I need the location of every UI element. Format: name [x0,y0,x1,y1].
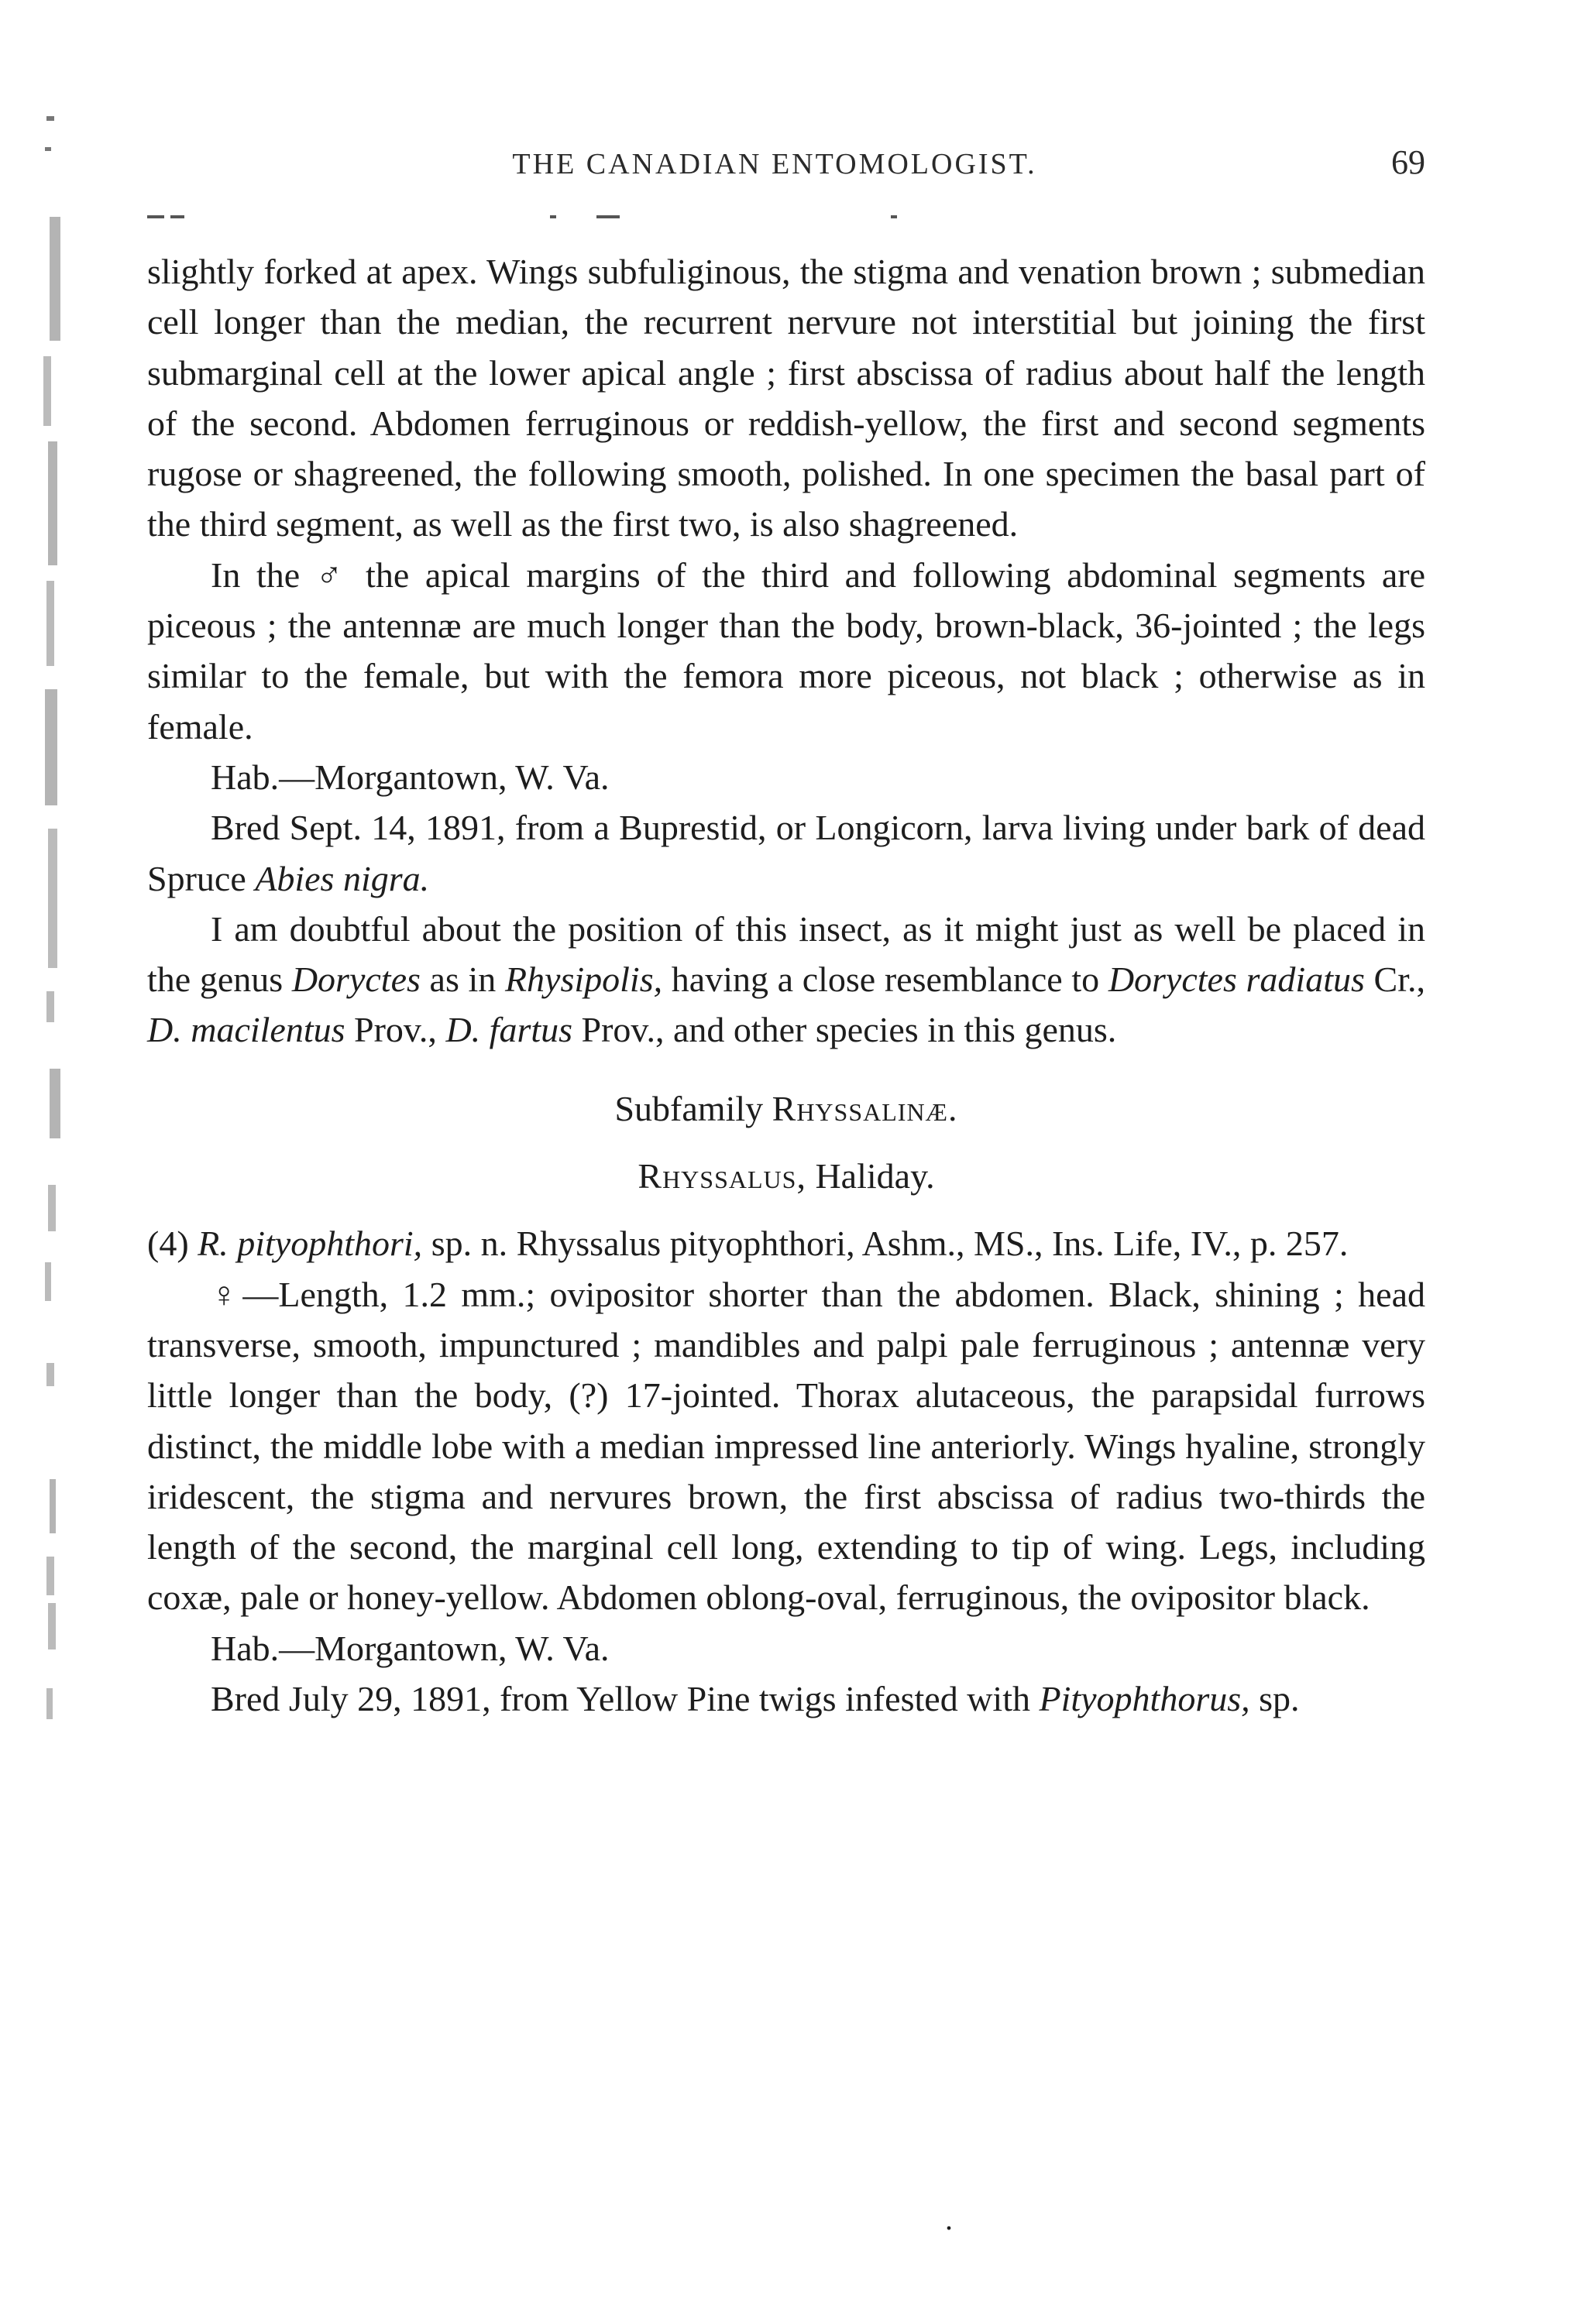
genus-author: Haliday. [806,1156,935,1196]
bred-note [147,1673,1425,1724]
stray-mark: . [945,2202,953,2236]
habitat-line: Hab.—Morgantown, W. Va. [211,1628,610,1668]
bred-note-text: Bred Sept. 14, 1891, from a Buprestid, or Longicorn, larva living under bark of dead Spruce [147,808,1425,898]
article-body [147,246,1425,1724]
host-genus-name: Pityophthorus, [1039,1679,1250,1719]
remarks-text: having a close resemblance to [662,959,1108,1000]
bred-note [147,802,1425,904]
remarks-text: I am doubtful about the position of this insect, as it might just as well be placed in the genus [147,908,1425,1000]
paragraph-description-continued: slightly forked at apex. Wings subfuliginous, the stigma and venation brown ; submedian cell longer than the median, the recurrent nervure not interstitial but joining the first submarginal cell at the lower apical angle ; first abscissa of radius about half the length of the second. Abdomen ferruginous or reddish-yellow, the first and second segments rugose or shagreened, the following smooth, polished. In one specimen the basal part of the third segment, as well as the first two, is also shagreened. [147,252,1425,544]
remarks-text: Prov., and other species in this genus. [572,1010,1117,1050]
scan-rule-artifact [147,215,922,223]
genus-name: Doryctes [291,959,421,1000]
remarks-paragraph [147,904,1425,1056]
habitat-line: Hab.—Morgantown, W. Va. [211,757,610,797]
species-entry [147,1218,1425,1268]
subfamily-label: Subfamily [614,1088,772,1128]
page-number: 69 [1391,143,1425,181]
remarks-text: as in [420,959,505,1000]
species-name: R. pityophthori, [198,1224,423,1264]
journal-title: THE CANADIAN ENTOMOLOGIST. [512,148,1037,180]
paragraph-male-description: In the ♂ the apical margins of the third and following abdominal segments are piceous ; the antennæ are much longer than the body, brown-black, 36-jointed ; the legs similar to the female, but with the femora more piceous, not black ; otherwise as in female. [147,554,1425,747]
genus-heading [147,1151,1425,1201]
species-name: D. fartus [445,1010,573,1050]
genus-heading-name: Rhyssalus, [638,1156,806,1196]
genus-name: Rhysipolis, [504,959,663,1000]
species-citation: sp. n. Rhyssalus pityophthori, Ashm., MS., Ins. Life, IV., p. 257. [422,1224,1349,1264]
bred-note-text: sp. [1249,1679,1300,1719]
species-number: (4) [147,1224,198,1264]
paragraph-female-description: ♀—Length, 1.2 mm.; ovipositor shorter than the abdomen. Black, shining ; head transverse, smooth, impunctured ; mandibles and palpi pale ferruginous ; antennæ very little longer than the body, (?) 17-jointed. Thorax alutaceous, the parapsidal furrows distinct, the middle lobe with a median impressed line anteriorly. Wings hyaline, strongly iridescent, the stigma and nervures brown, the first abscissa of radius two-thirds the length of the second, the marginal cell long, extending to tip of wing. Legs, including coxæ, pale or honey-yellow. Abdomen oblong-oval, ferruginous, the ovipositor black. [147,1274,1425,1618]
remarks-text: Cr., [1364,959,1426,1000]
bred-note-text: Bred July 29, 1891, from Yellow Pine twigs infested with [211,1679,1040,1719]
subfamily-heading [147,1083,1425,1134]
species-name: Doryctes radiatus [1108,959,1365,1000]
running-head [124,143,1425,194]
host-species-name: Abies nigra. [255,858,430,898]
remarks-text: Prov., [345,1010,446,1050]
scan-edge-artifact [0,101,93,1804]
subfamily-name: Rhyssalinæ. [772,1088,958,1128]
species-name: D. macilentus [147,1010,345,1050]
